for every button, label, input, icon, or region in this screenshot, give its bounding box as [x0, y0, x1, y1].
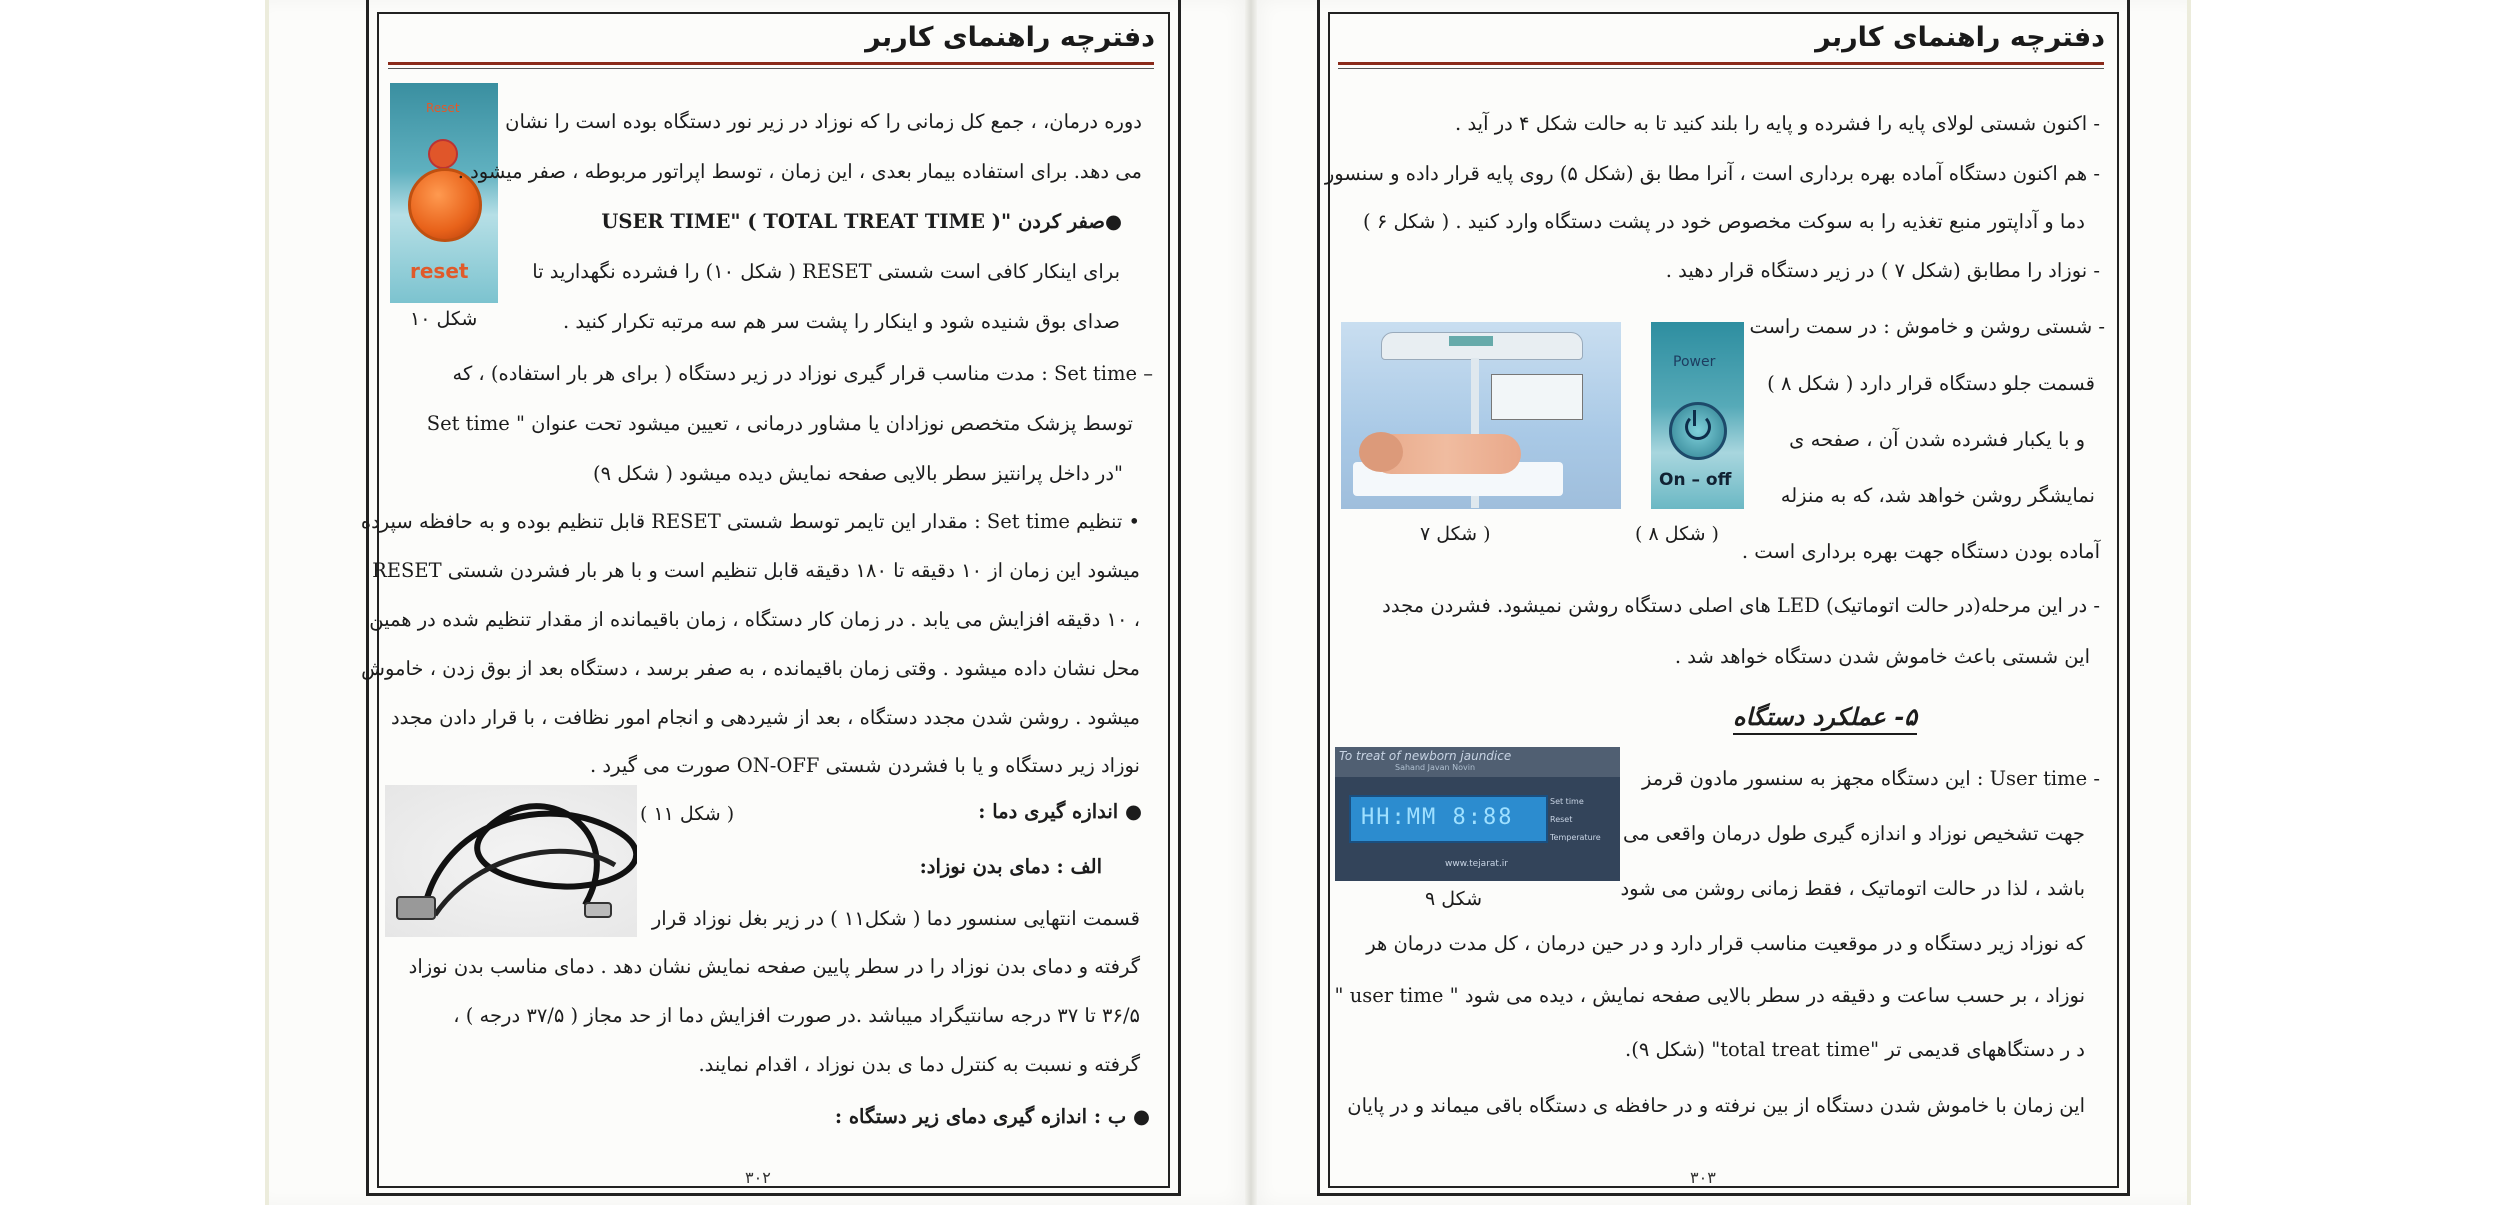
newborn-under-device-photo [1341, 322, 1621, 509]
right-text-line: که نوزاد زیر دستگاه و در موقعیت مناسب قرار دارد و در حین درمان ، کل مدت درمان هر [1366, 932, 2085, 955]
display-panel-title: To treat of newborn jaundice [1339, 749, 1512, 763]
lamp-display [1449, 336, 1493, 346]
section-title-device-function: ۵- عملکرد دستگاه [1733, 702, 1917, 735]
right-text-line: - شستی روشن و خاموش : در سمت راست [1749, 315, 2105, 338]
display-subtitle: Sahand Javan Novin [1395, 763, 1476, 772]
right-text-line: این شستی باعث خاموش شدن دستگاه خواهد شد . [1674, 645, 2090, 668]
newborn-head [1359, 432, 1403, 472]
right-page-number: ۳۰۳ [1690, 1168, 1716, 1187]
figure-7-caption: ( شکل ۷ [1420, 523, 1491, 545]
left-text-line: دوره درمان، ، جمع کل زمانی را که نوزاد در زیر نور دستگاه بوده است را نشان [505, 110, 1142, 133]
right-text-line: نمایشگر روشن خواهد شد، که به منزله [1780, 484, 2095, 507]
book-gutter [1245, 0, 1257, 1205]
right-sheet-edge [2187, 0, 2191, 1205]
display-panel-photo [1335, 747, 1620, 881]
reset-indicator-icon [428, 139, 458, 169]
right-header-rule [1338, 62, 2104, 65]
reset-photo-top-label: Reset [426, 101, 460, 115]
left-header-rule [388, 62, 1154, 65]
left-text-line: میشود . روشن شدن مجدد دستگاه ، بعد از شیردهی و انجام امور نظافت ، با قرار دادن مجدد [390, 706, 1140, 729]
display-side-labels: Set time Reset Temperature [1550, 797, 1601, 842]
right-text-line: آماده بودن دستگاه جهت بهره برداری است . [1741, 540, 2100, 563]
right-text-line: - در این مرحله(در حالت اتوماتیک) LED های اصلی دستگاه روشن نمیشود. فشردن مجدد [1382, 594, 2100, 617]
left-text-line: محل نشان داده میشود . وقتی زمان باقیمانده ، به صفر برسد ، دستگاه بعد از بوق زدن ، خاموش [361, 657, 1140, 680]
subheading-body-temp: الف : دمای بدن نوزاد: [919, 855, 1102, 878]
left-text-line: قسمت انتهایی سنسور دما ( شکل۱۱ ) در زیر بغل نوزاد قرار [651, 907, 1140, 930]
left-sheet-edge [265, 0, 269, 1205]
reset-photo-label: reset [410, 259, 469, 283]
figure-9-caption: شکل ۹ [1425, 888, 1483, 910]
left-text-line: نوزاد زیر دستگاه و یا با فشردن شستی ON-OFF صورت می گیرد . [590, 754, 1140, 777]
right-page-header-title: دفترچه راهنمای کاربر [1815, 22, 2105, 53]
left-text-line: ، ۱۰ دقیقه افزایش می یابد . در زمان کار دستگاه ، زمان باقیمانده از مقدار تنظیم شده در همین [369, 608, 1140, 631]
label-note [1491, 374, 1583, 420]
right-text-line: - User time : این دستگاه مجهز به سنسور مادون قرمز [1642, 767, 2100, 790]
right-text-line: این زمان با خاموش شدن دستگاه از بین نرفته و در حافظه ی دستگاه باقی میماند و در پایان [1347, 1094, 2085, 1117]
left-text-line: گرفته و نسبت به کنترل دما ی بدن نوزاد ، اقدام نمایند. [698, 1053, 1140, 1076]
power-photo-top-label: Power [1673, 354, 1716, 370]
right-text-line: - نوزاد را مطابق (شکل ۷ ) در زیر دستگاه قرار دهید . [1665, 259, 2100, 282]
left-text-line: صدای بوق شنیده شود و اینکار را پشت سر هم سه مرتبه تکرار کنید . [562, 310, 1120, 333]
right-text-line: جهت تشخیص نوزاد و اندازه گیری طول درمان واقعی می [1622, 822, 2085, 845]
lcd-screen: HH:MM 8:88 [1349, 795, 1548, 843]
figure-11-caption: ( شکل ۱۱ ) [640, 803, 735, 825]
right-text-line: و با یکبار فشرده شدن آن ، صفحه ی [1789, 428, 2085, 451]
figure-10-caption: شکل ۱۰ [410, 308, 478, 330]
reset-button-photo [390, 83, 498, 303]
figure-8-caption: ( شکل ۸ ) [1635, 523, 1719, 545]
display-footer: www.tejarat.ir [1445, 859, 1509, 869]
right-text-line: نوزاد ، بر حسب ساعت و دقیقه در سطر بالایی صفحه نمایش ، دیده می شود " user time " [1334, 984, 2085, 1007]
left-page-number: ۳۰۲ [745, 1168, 771, 1187]
power-symbol-icon [1685, 414, 1711, 440]
power-button-photo [1651, 322, 1744, 509]
sensor-cable-icon [385, 785, 637, 937]
right-text-line: - هم اکنون دستگاه آماده بهره برداری است ، آنرا مطا بق (شکل ۵) روی پایه قرار داده و سنسور [1324, 162, 2100, 185]
left-text-line: – Set time : مدت مناسب قرار گیری نوزاد در زیر دستگاه ( برای هر بار استفاده) ، که [452, 362, 1153, 385]
left-text-line: گرفته و دمای بدن نوزاد را در سطر پایین صفحه نمایش نشان دهد . دمای مناسب بدن نوزاد [408, 955, 1140, 978]
left-page-header-title: دفترچه راهنمای کاربر [865, 22, 1155, 53]
subheading-device-temp: ● ب : اندازه گیری دمای زیر دستگاه : [834, 1105, 1150, 1128]
left-text-line: می دهد. برای استفاده بیمار بعدی ، این زمان ، توسط اپراتور مربوطه ، صفر میشود . [457, 160, 1142, 183]
temperature-sensor-photo [385, 785, 637, 937]
right-text-line: قسمت جلو دستگاه قرار دارد ( شکل ۸ ) [1767, 372, 2095, 395]
power-symbol-bar [1693, 410, 1696, 426]
left-text-line: برای اینکار کافی است شستی RESET ( شکل ۱۰) را فشرده نگهدارید تا [532, 260, 1120, 283]
temperature-heading: ● اندازه گیری دما : [978, 800, 1142, 823]
left-text-line: توسط پزشک متخصص نوزادان یا مشاور درمانی ، تعیین میشود تحت عنوان " Set time [426, 412, 1133, 435]
left-text-line: ۳۶/۵ تا ۳۷ درجه سانتیگراد میباشد .در صورت افزایش دما از حد مجاز ( ۳۷/۵ درجه ) ، [453, 1004, 1140, 1027]
right-text-line: د ر دستگاههای قدیمی تر "total treat time" (شکل ۹). [1625, 1038, 2085, 1061]
left-header-rule-thin [388, 68, 1154, 69]
left-text-line: • تنظیم Set time : مقدار این تایمر توسط شستی RESET قابل تنظیم بوده و به حافظه سپرده [360, 510, 1140, 533]
left-text-line: "در داخل پرانتیز سطر بالایی صفحه نمایش دیده میشود ( شکل ۹) [592, 462, 1123, 485]
right-text-line: - اکنون شستی لولای پایه را فشرده و پایه را بلند کنید تا به حالت شکل ۴ در آید . [1455, 112, 2100, 135]
right-text-line: باشد ، لذا در حالت اتوماتیک ، فقط زمانی روشن می شود [1620, 877, 2085, 900]
power-photo-label: On – off [1659, 470, 1732, 490]
reset-usertime-heading: ●صفر کردن "USER TIME" ( TOTAL TREAT TIME ) [601, 210, 1122, 233]
right-text-line: دما و آداپتور منبع تغذیه را به سوکت مخصوص خود در پشت دستگاه وارد کنید . ( شکل ۶ ) [1363, 210, 2085, 233]
right-header-rule-thin [1338, 68, 2104, 69]
left-text-line: میشود این زمان از ۱۰ دقیقه تا ۱۸۰ دقیقه قابل تنظیم است و با هر بار فشردن شستی RESET [372, 559, 1140, 582]
